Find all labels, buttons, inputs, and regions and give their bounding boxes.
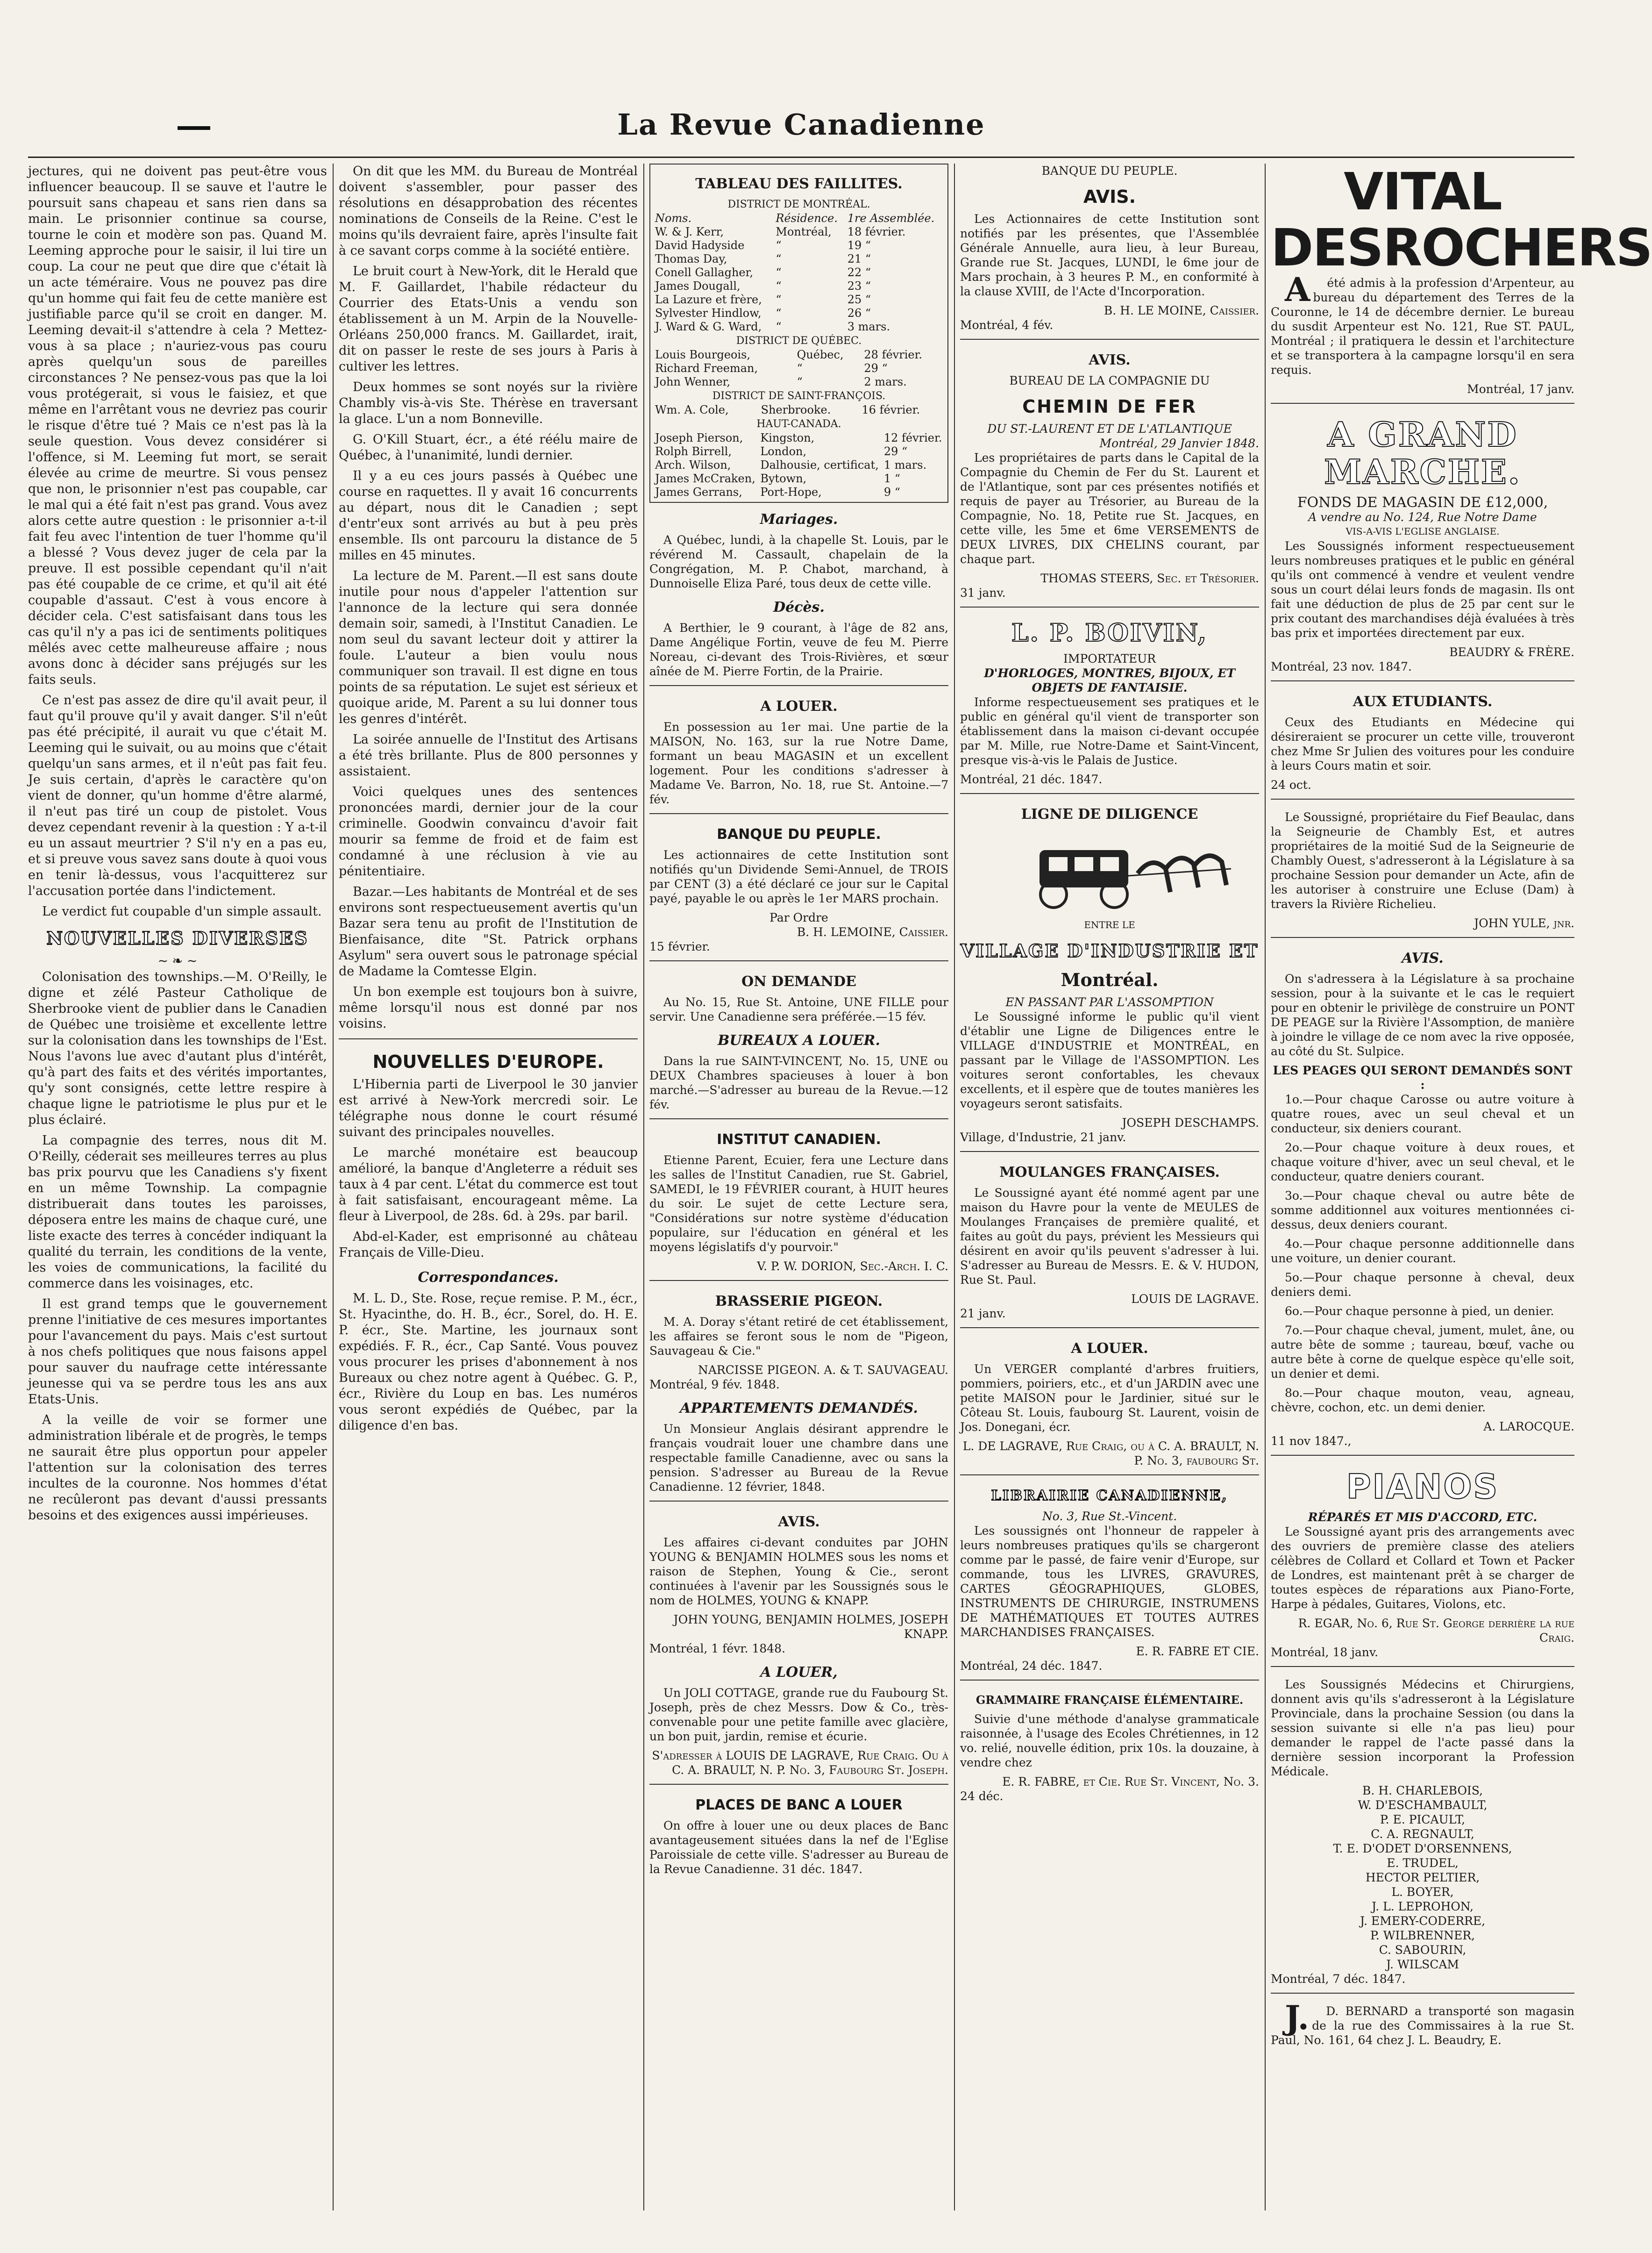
- notice-date: 31 janv.: [960, 586, 1006, 600]
- notice-date: 15 février.: [649, 940, 710, 953]
- news-item: L'Hibernia parti de Liverpool le 30 janvier est arrivé à New-York mercredi soir. Le télégraphe nous donne le court résumé suivant des principales nouvelles.: [339, 1077, 638, 1139]
- entre-label: ENTRE LE: [1084, 919, 1135, 930]
- table-row: W. & J. Kerr, Montréal, 18 février.: [655, 225, 906, 238]
- on-demande-heading: ON DEMANDE: [741, 973, 856, 990]
- newspaper-title: La Revue Canadienne: [617, 107, 985, 142]
- faillites-hautcanada-table: [653, 431, 945, 499]
- signature: JOHN YOUNG, BENJAMIN HOLMES, JOSEPH KNAPP.: [673, 1613, 948, 1641]
- news-item: Bazar.—Les habitants de Montréal et de ses environs sont respectueusement avertis qu'un Bazar sera tenu au profit de l'Institution de Bienfaisance, dite "St. Patrick orphans Asylum" sera ouvert sous le patronage spécial de Madame la Comtesse Elgin.: [339, 885, 638, 979]
- list-item: W. D'ESCHAMBAULT,: [1358, 1798, 1488, 1812]
- news-item: G. O'Kill Stuart, écr., a été réélu maire de Québec, à l'unanimité, lundi dernier.: [339, 432, 638, 463]
- notice-text: Le Soussigné ayant pris des arrangements avec des ouvriers de première classe des ateliers célèbres de Collard et Collard et Town et Packer de Londres, est maintenant prêt à se charger de toutes espèces de réparations aux Piano-Forte, Harpe à pédales, Guitares, Violons, etc.: [1271, 1525, 1574, 1611]
- par-ordre-label: Par Ordre: [769, 911, 828, 924]
- list-item: 5o.—Pour chaque personne à cheval, deux deniers demi.: [1271, 1271, 1574, 1299]
- banque-peuple-heading: BANQUE DU PEUPLE.: [717, 826, 881, 843]
- list-item: J. L. LEPROHON,: [1372, 1900, 1474, 1913]
- faillites-montreal-table: [653, 212, 945, 334]
- signature: B. H. LEMOINE, Caissier.: [797, 925, 948, 939]
- list-item: 7o.—Pour chaque cheval, jument, mulet, âne, ou autre bête de somme ; taureau, bœuf, vache ou autre bête à corne de quelque espèce qu'elle soit, un denier et demi.: [1271, 1323, 1574, 1380]
- table-row: Louis Bourgeois, Québec, 28 février.: [655, 348, 923, 361]
- table-row: Joseph Pierson, Kingston, 12 février.: [655, 431, 942, 444]
- signature: L. DE LAGRAVE, Rue Craig, ou à C. A. BRAULT, N. P. No. 3, faubourg St.: [962, 1439, 1259, 1467]
- marche-subtitle: FONDS DE MAGASIN DE £12,000,: [1297, 494, 1548, 511]
- table-row: Rolph Birrell, London, 29 “: [655, 445, 908, 458]
- boivin-heading: L. P. BOIVIN,: [1011, 619, 1208, 647]
- news-item: On dit que les MM. du Bureau de Montréal doivent s'assembler, pour passer des résolutions en désapprobation des récentes nominations de Conseils de la Reine. C'est le moins qu'ils devraient faire, après l'insulte fait à ce savant corps comme à la société entière.: [339, 164, 638, 258]
- list-item: C. A. REGNAULT,: [1371, 1827, 1474, 1841]
- notice-date: 21 janv.: [960, 1307, 1006, 1320]
- avis-heading: AVIS.: [1083, 186, 1136, 207]
- montreal-heading: Montréal.: [1061, 969, 1159, 990]
- column-1: [28, 164, 327, 2220]
- notice-date: Village, d'Industrie, 21 janv.: [960, 1130, 1126, 1144]
- column-separator: [643, 164, 644, 2210]
- signature: A. LAROCQUE.: [1483, 1420, 1574, 1433]
- ornament-divider: ~ ❧ ~: [157, 954, 198, 968]
- article-paragraph: Il est grand temps que le gouvernement prenne l'initiative de ces mesures importantes pour l'avancement du pays. Mais c'est surtout à nos chefs politiques que nous faisons appel pour sauver du naufrage cette intéressante jeunesse qui va se perdre tous les ans aux Etats-Unis.: [28, 1297, 327, 1407]
- notice-text: Le Soussigné ayant été nommé agent par une maison du Havre pour la vente de MEULES de Moulanges Françaises de première qualité, et faites au goût du pays, prévient les Messieurs qui désirent en avoir qu'ils peuvent s'adresser à lui. S'adresser au Bureau de Messrs. E. & V. HUDON, Rue St. Paul.: [960, 1186, 1259, 1287]
- list-item: T. E. D'ODET D'ORSENNENS,: [1333, 1842, 1512, 1855]
- bureaux-heading: BUREAUX A LOUER.: [718, 1032, 880, 1049]
- pianos-heading: PIANOS: [1346, 1467, 1499, 1506]
- table-row: Arch. Wilson, Dalhousie, certificat, 1 mars.: [655, 458, 927, 472]
- column-separator: [1265, 164, 1266, 2210]
- list-item: P. WILBRENNER,: [1370, 1929, 1475, 1942]
- marche-vis: VIS-A-VIS L'EGLISE ANGLAISE.: [1346, 526, 1500, 537]
- coach-window: [1049, 857, 1068, 871]
- table-row: Wm. A. Cole, Sherbrooke. 16 février.: [655, 403, 920, 416]
- header-rule: [28, 157, 1574, 158]
- banque-peuple-label: BANQUE DU PEUPLE.: [1041, 164, 1178, 178]
- table-row: John Wenner, “ 2 mars.: [655, 375, 907, 388]
- table-header: 1re Assemblée.: [847, 212, 935, 225]
- notice-text: M. A. Doray s'étant retiré de cet établissement, les affaires se feront sous le nom de "Pigeon, Sauvageau & Cie.": [649, 1315, 948, 1358]
- news-item: La lecture de M. Parent.—Il est sans doute inutile pour nous d'appeler l'attention sur l'annonce de la lecture qui sera donnée demain soir, samedi, à l'Institut Canadien. Le nom seul du savant lecteur doit y attirer la foule. L'auteur a bien voulu nous communiquer son travail. Il est digne en tous points de sa réputation. Le sujet est sérieux et quoique aride, M. Parent a su lui donner tous les genres d'intérêt.: [339, 569, 638, 726]
- faillites-heading: TABLEAU DES FAILLITES.: [695, 176, 903, 192]
- table-row: Sylvester Hindlow, “ 26 “: [655, 307, 871, 320]
- mariages-heading: Mariages.: [760, 511, 838, 528]
- nouvelles-diverses-heading: NOUVELLES DIVERSES: [46, 928, 309, 949]
- notice-text: En possession au 1er mai. Une partie de la MAISON, No. 163, sur la rue Notre Dame, formant un beau MAGASIN et un excellent logement. Pour les conditions s'adresser à Madame Ve. Barron, No. 18, rue St. Antoine.—7 fév.: [649, 720, 948, 806]
- article-paragraph: La compagnie des terres, nous dit M. O'Reilly, céderait ses meilleures terres au plus bas prix pourvu que les Canadiens s'y fixent en un même Township. La compagnie distribuerait dans toutes les paroisses, déposera entre les mains de chaque curé, une liste exacte des terres à concéder indiquant la qualité du terrain, les conditions de la vente, les voies de communications, la facilité du commerce dans les voisinages, etc.: [28, 1133, 327, 1291]
- deces-heading: Décès.: [773, 599, 825, 615]
- article-paragraph: Le verdict fut coupable d'un simple assault.: [42, 904, 322, 919]
- notice-text: Informe respectueusement ses pratiques et le public en général qu'il vient de transporter son établissement dans la maison ci-devant occupée par M. Mille, rue Notre-Dame et Saint-Vincent, presque vis-à-vis le Palais de Justice.: [960, 695, 1259, 767]
- faillites-quebec-table: [653, 348, 945, 389]
- newspaper-page: [28, 0, 1652, 2253]
- list-item: 8o.—Pour chaque mouton, veau, agneau, chèvre, cochon, etc. un demi denier.: [1271, 1386, 1574, 1414]
- column-5: [1271, 162, 1652, 2220]
- brasserie-heading: BRASSERIE PIGEON.: [715, 1293, 883, 1309]
- signature: THOMAS STEERS, Sec. et Trésorier.: [1040, 572, 1259, 585]
- avis-heading: AVIS.: [778, 1514, 820, 1530]
- moulanges-heading: MOULANGES FRANÇAISES.: [999, 1164, 1220, 1180]
- table-row: J. Ward & G. Ward, “ 3 mars.: [655, 320, 890, 333]
- news-item: Il y a eu ces jours passés à Québec une course en raquettes. Il y avait 16 concurrents au départ, nous dit le Canadien ; sept d'entr'eux sont arrivés au but à peu près ensemble. Ils ont parcouru la distance de 5 milles en 45 minutes.: [339, 469, 638, 563]
- appartements-heading: APPARTEMENTS DEMANDÉS.: [680, 1400, 918, 1416]
- notice-text: Dans la rue SAINT-VINCENT, No. 15, UNE ou DEUX Chambres spacieuses à louer à bon marché.—S'adresser au bureau de la Revue.—12 fév.: [649, 1054, 948, 1111]
- masthead-dash: [178, 126, 210, 130]
- table-row: Thomas Day, “ 21 “: [655, 252, 871, 265]
- notice-date: Montréal, 21 déc. 1847.: [960, 772, 1103, 786]
- notice-text: Ceux des Etudiants en Médecine qui désireraient se procurer un cette ville, trouveront chez Mme Sr Julien des voitures pour les conduire à leurs Cours matin et soir.: [1271, 715, 1574, 772]
- notice-date: Montréal, 18 janv.: [1271, 1645, 1378, 1659]
- column-3: [649, 164, 948, 2220]
- signature: E. R. FABRE ET CIE.: [1136, 1645, 1259, 1658]
- faillites-table-box: [649, 164, 948, 503]
- notice-text: Les propriétaires de parts dans le Capital de la Compagnie du Chemin de Fer du St. Laurent et de l'Atlantique, sont par ces présentes notifiés et requis de payer au Trésorier, au Bureau de la Compagnie, No. 18, Petite rue St. Jacques, en cette ville, les 5me et 6me VERSEMENTS de DEUX LIVRES, DIX CHELINS courant, par chaque part.: [960, 451, 1259, 566]
- coach-window: [1100, 857, 1119, 871]
- table-header: Noms.: [655, 212, 692, 225]
- notice-text: Un Monsieur Anglais désirant apprendre le français voudrait louer une chambre dans une respectable famille Canadienne, avec ou sans la pension. S'adresser au Bureau de la Revue Canadienne. 12 février, 1848.: [649, 1422, 948, 1494]
- correspondances-heading: Correspondances.: [418, 1269, 559, 1286]
- masthead: [28, 107, 1574, 142]
- notice-text: Le Soussigné, propriétaire du Fief Beaulac, dans la Seigneurie de Chambly Est, et autres propriétaires de la moitié Sud de la Seigneurie de Chambly Ouest, s'adresseront à la Législature à sa prochaine Session pour demander un Acte, afin de les autoriser à construire une Ecluse (Dam) à travers la Rivière Richelieu.: [1271, 810, 1574, 911]
- diligence-line: EN PASSANT PAR L'ASSOMPTION: [1005, 995, 1214, 1009]
- list-item: J. EMERY-CODERRE,: [1360, 1914, 1486, 1928]
- notice-text: Etienne Parent, Ecuier, fera une Lecture dans les salles de l'Institut Canadien, rue St. Gabriel, SAMEDI, le 19 FÉVRIER courant, à HUIT heures du soir. Le sujet de cette Lecture sera, "Considérations sur notre système d'éducation populaire, sur l'éducation en général et les moyens législatifs d'y pourvoir.": [649, 1153, 948, 1254]
- article-paragraph: Ce n'est pas assez de dire qu'il avait peur, il faut qu'il prouve qu'il y avait danger. S'il n'eût pas été précipité, il aurait vu que c'était M. Leeming qui le suivait, ou au moins que c'était quelqu'un sans armes, et il n'eût pas fait feu. Je suis certain, d'après le caractère qu'on vient de donner, qu'un homme d'être alarmé, il n'eut pas tiré un coup de pistolet. Vous devez cependant revenir à la question : Y a-t-il eu un assaut meurtrier ? S'il n'y en a pas eu, et si preuve vous savez sans doute à quoi vous en tenir là-dessus, vous l'acquitterez sur l'accusation portée dans l'indictement.: [28, 693, 327, 898]
- signature: JOHN YULE, jnr.: [1474, 916, 1574, 930]
- list-item: 6o.—Pour chaque personne à pied, un denier.: [1285, 1304, 1554, 1318]
- notice-text: Les actionnaires de cette Institution sont notifiés qu'un Dividende Semi-Annuel, de TROIS par CENT (3) a été déclaré ce jour sur le Capital payé, payable le ou après le 1er MARS prochain.: [649, 848, 948, 905]
- news-item: Deux hommes se sont noyés sur la rivière Chambly vis-à-vis Ste. Thérèse en traversant la glace. L'un a nom Bonneville.: [339, 380, 638, 426]
- notice-text: Au No. 15, Rue St. Antoine, UNE FILLE pour servir. Une Canadienne sera préférée.—15 fév.: [649, 995, 948, 1023]
- district-montreal-label: DISTRICT DE MONTRÉAL.: [727, 199, 870, 210]
- notice-text: Aété admis à la profession d'Arpenteur, au bureau du département des Terres de la Couronne, le 14 de décembre dernier. Le bureau du susdit Arpenteur est No. 121, Rue ST. PAUL, Montréal ; il pratiquera le dessin et l'architecture et se transportera à la campagne lorsqu'il en sera requis.: [1271, 270, 1574, 377]
- list-item: L. BOYER,: [1391, 1885, 1454, 1899]
- boivin-line: D'HORLOGES, MONTRES, BIJOUX, ET OBJETS DE FANTAISIE.: [984, 666, 1235, 694]
- medecins-list: [1271, 1783, 1574, 1972]
- librairie-heading: LIBRAIRIE CANADIENNE,: [991, 1488, 1228, 1504]
- table-row: David Hadyside “ 19 “: [655, 239, 871, 252]
- table-header: Résidence.: [776, 212, 838, 225]
- notice-text: Les Actionnaires de cette Institution sont notifiés par les présentes, que l'Assemblée Générale Annuelle, aura lieu, à leur Bureau, Grande rue St. Jacques, LUNDI, le 6me jour de Mars prochain, à 3 heures P. M., en conformité à la clause XVIII, de l'Acte d'Incorporation.: [960, 212, 1259, 298]
- vital-desrochers-heading: VITAL DESROCHERS: [1271, 162, 1652, 278]
- table-row: James McCraken, Bytown, 1 “: [655, 472, 901, 485]
- column-4: [960, 164, 1259, 2220]
- table-row: Richard Freeman, “ 29 “: [655, 362, 888, 375]
- faillites-stfrancois-table: [653, 403, 945, 417]
- grammaire-heading: GRAMMAIRE FRANÇAISE ÉLÉMENTAIRE.: [976, 1693, 1244, 1707]
- notice-text: Les Soussignés Médecins et Chirurgiens, donnent avis qu'ils s'adresseront à la Législature Provinciale, dans la prochaine Session (ou dans la session suivante si elle n'a pas lieu) pour demander le rappel de l'acte passé dans la dernière session incorporant la Profession Médicale.: [1271, 1678, 1574, 1778]
- list-item: J. WILSCAM: [1386, 1958, 1460, 1971]
- notice-date: Montréal, 17 janv.: [1467, 382, 1574, 396]
- signature: JOSEPH DESCHAMPS.: [1122, 1116, 1259, 1130]
- column-separator: [954, 164, 955, 2210]
- table-row: Conell Gallagher, “ 22 “: [655, 266, 871, 279]
- notice-text: A Berthier, le 9 courant, à l'âge de 82 ans, Dame Angélique Fortin, veuve de feu M. Pierre Noreau, ci-devant des Trois-Rivières, et sœur aînée de M. Pierre Fortin, de la Prairie.: [649, 621, 948, 678]
- table-row: James Gerrans, Port-Hope, 9 “: [655, 486, 901, 499]
- notice-date: Montréal, 24 déc. 1847.: [960, 1659, 1103, 1673]
- column-separator: [333, 164, 334, 2210]
- list-item: 3o.—Pour chaque cheval ou autre bête de somme additionnel aux voitures mentionnées ci-dessus, deux deniers courant.: [1271, 1189, 1574, 1231]
- notice-text: Un VERGER complanté d'arbres fruitiers, pommiers, poiriers, etc., et d'un JARDIN avec une petite MAISON pour le Jardinier, situé sur le Côteau St. Louis, faubourg St. Laurent, voisin de Jos. Donegani, écr.: [960, 1362, 1259, 1434]
- notice-text: Les affaires ci-devant conduites par JOHN YOUNG & BENJAMIN HOLMES sous les noms et raison de Stephen, Young & Cie., seront continuées à l'avenir par les Soussignés sous le nom de HOLMES, YOUNG & KNAPP.: [649, 1536, 948, 1607]
- list-item: 2o.—Pour chaque voiture à deux roues, et chaque voiture d'hiver, avec un seul cheval, et le conducteur, quatre deniers courant.: [1271, 1141, 1574, 1183]
- signature: E. R. FABRE, et Cie. Rue St. Vincent, No. 3.: [1002, 1775, 1259, 1788]
- village-heading: VILLAGE D'INDUSTRIE ET: [960, 940, 1259, 961]
- notice-text: Un JOLI COTTAGE, grande rue du Faubourg St. Joseph, près de chez Messrs. Dow & Co., très-convenable pour une petite famille avec glacière, un bon puit, jardin, remise et écurie.: [649, 1686, 948, 1743]
- notice-date: Montréal, 1 févr. 1848.: [649, 1642, 786, 1655]
- article-paragraph: A la veille de voir se former une administration libérale et de progrès, le temps ne saurait être plus opportun pour appeler l'attention sur la colonisation des terres incultes de la couronne. Nos hommes d'état ne recûleront pas devant d'aussi pressants besoins et des exigences aussi impérieuses.: [28, 1413, 327, 1523]
- news-item: La soirée annuelle de l'Institut des Artisans a été très brillante. Plus de 800 personnes y assistaient.: [339, 732, 638, 779]
- a-louer-heading: A LOUER.: [1071, 1340, 1148, 1357]
- boivin-subtitle: IMPORTATEUR: [1063, 652, 1156, 665]
- notice-text: On offre à louer une ou deux places de Banc avantageusement situées dans la nef de l'Eglise Paroissiale de cette ville. S'adresser au Bureau de la Revue Canadienne. 31 déc. 1847.: [649, 1819, 948, 1876]
- list-item: B. H. CHARLEBOIS,: [1362, 1784, 1483, 1797]
- pianos-subtitle: RÉPARÉS ET MIS D'ACCORD, ETC.: [1308, 1510, 1538, 1524]
- grand-marche-heading: A GRAND MARCHE.: [1324, 415, 1521, 492]
- news-item: Un bon exemple est toujours bon à suivre, même lorsqu'il nous est donné par nos voisins.: [339, 985, 638, 1031]
- places-banc-heading: PLACES DE BANC A LOUER: [695, 1797, 903, 1813]
- signature: B. H. LE MOINE, Caissier.: [1104, 304, 1259, 317]
- list-item: P. E. PICAULT,: [1380, 1813, 1466, 1826]
- notice-date: Montréal, 4 fév.: [960, 318, 1054, 332]
- news-item: Voici quelques unes des sentences prononcées mardi, dernier jour de la cour criminelle. Goodwin convaincu d'avoir fait mourir sa femme de froid et de faim est condamné à une réclusion à vie au pénitentiaire.: [339, 785, 638, 879]
- notice-text: Les Soussignés informent respectueusement leurs nombreuses pratiques et le public en général qu'ils ont commencé à vendre et veulent vendre sous un court délai leurs fonds de magasin. Ils ont fait une déduction de plus de 25 par cent sur le prix coutant des marchandises déjà évaluées à très bas prix et importées directement par eux.: [1271, 539, 1574, 640]
- librairie-address: No. 3, Rue St.-Vincent.: [1042, 1509, 1177, 1523]
- signature: S'adresser à LOUIS DE LAGRAVE, Rue Craig. Ou à C. A. BRAULT, N. P. No. 3, Faubourg St. Joseph.: [652, 1749, 948, 1777]
- notice-date: 11 nov 1847.,: [1271, 1434, 1352, 1448]
- notice-text: Le Soussigné informe le public qu'il vient d'établir une Ligne de Diligences entre le VILLAGE d'INDUSTRIE et MONTRÉAL, en passant par le Village de l'ASSOMPTION. Les voitures seront confortables, les chevaux excellents, et il espère que de toutes manières les voyageurs seront satisfaits.: [960, 1010, 1259, 1110]
- avis-heading: AVIS.: [1089, 352, 1131, 368]
- signature: NARCISSE PIGEON. A. & T. SAUVAGEAU.: [698, 1363, 948, 1377]
- avis-heading: AVIS.: [1402, 950, 1444, 966]
- a-louer-heading: A LOUER.: [760, 698, 838, 715]
- notice-date: Montréal, 23 nov. 1847.: [1271, 660, 1412, 673]
- nouvelles-europe-heading: NOUVELLES D'EUROPE.: [372, 1051, 604, 1072]
- chemin-de-fer-heading: CHEMIN DE FER: [1022, 396, 1197, 417]
- institut-heading: INSTITUT CANADIEN.: [717, 1131, 881, 1148]
- news-item: Le marché monétaire est beaucoup amélioré, la banque d'Angleterre a réduit ses taux à 4 par cent. L'état du commerce est tout à fait satisfaisant, encourageant même. La fleur à Liverpool, de 28s. 6d. à 29s. par baril.: [339, 1145, 638, 1223]
- notice-text: Suivie d'une méthode d'analyse grammaticale raisonnée, à l'usage des Ecoles Chrétiennes, in 12 vo. relié, nouvelle édition, prix 10s. la douzaine, à vendre chez: [960, 1712, 1259, 1769]
- article-paragraph: jectures, qui ne doivent pas peut-être vous influencer beaucoup. Il se sauve et l'autre le poursuit sans chapeau et sans rien dans sa main. Le prisonnier continue sa course, tourne le coin et modère son pas. Quand M. Leeming approche pour le saisir, il lui tire un coup. La cour ne peut que dire que c'était là un acte téméraire. Vous ne pouvez pas dire qu'un homme qui fait feu de cette manière est justifiable parce qu'il se croit en danger. M. Leeming devait-il s'attendre à cela ? Mettez-vous à sa place ; n'auriez-vous pas couru après quelqu'un sous de pareilles circonstances ? Ne pensez-vous pas que la loi vous protégerait, si vous le faisiez, et que même en l'arrêtant vous ne devriez pas courir le risque d'être tué ? Mais ce n'est pas là la seule question. Vous devez considérer si l'offence, si M. Leeming fut mort, se serait élevée au crime de meurtre. Si vous pensez que non, le prisonnier n'est pas coupable, car le mal qui a été fait n'est pas grand. Vous avez alors cette autre question : le prisonnier a-t-il fait feu avec l'intention de tuer l'homme qu'il a blessé ? Vous devez juger de cela par la preuve. Il est possible cependant qu'il n'ait pas été coupable de ce crime, et qu'il ait été coupable d'assaut. C'est à vous encore à décider cela. C'est satisfaisant dans tous les cas qu'il n'y a pas ici de sentiments politiques mêlés avec cette malheureuse affaire ; nous avons donc à décider sans préjugés sur les faits seuls.: [28, 164, 327, 687]
- column-2: [339, 164, 638, 2220]
- notice-text: Les soussignés ont l'honneur de rappeler à leurs nombreuses pratiques qu'ils se chargeront comme par le passé, de faire venir d'Europe, sur commande, tous les LIVRES, GRAVURES, CARTES GÉOGRAPHIQUES, GLOBES, INSTRUMENTS DE CHIRURGIE, INSTRUMENS DE MATHÉMATIQUES ET TOUTES AUTRES MARCHANDISES FRANÇAISES.: [960, 1524, 1259, 1639]
- diligence-heading: LIGNE DE DILIGENCE: [1021, 806, 1198, 823]
- peages-heading: LES PEAGES QUI SERONT DEMANDÉS SONT :: [1273, 1064, 1573, 1092]
- signature: BEAUDRY & FRÈRE.: [1449, 645, 1574, 659]
- stagecoach-illustration: [960, 831, 1259, 911]
- signature: LOUIS DE LAGRAVE.: [1131, 1292, 1259, 1306]
- etudiants-heading: AUX ETUDIANTS.: [1353, 694, 1493, 710]
- district-stfrancois-label: DISTRICT DE SAINT-FRANÇOIS.: [712, 390, 886, 402]
- notice-text: On s'adressera à la Législature à sa prochaine session, pour à la suivante et le cas le requiert pour en obtenir le privilège de construire un PONT DE PEAGE sur la Rivière l'Assomption, de manière à joindre le village de ce nom avec la rive opposée, au côté du St. Sulpice.: [1271, 972, 1574, 1058]
- article-paragraph: Colonisation des townships.—M. O'Reilly, le digne et zélé Pasteur Catholique de Sherbrooke vient de publier dans le Canadien de Québec une troisième et excellente lettre sur la colonisation dans les townships de l'Est. Nous l'avons lue avec d'autant plus d'intérêt, qu'à part des faits et des vérités importantes, qu'y sont consignés, cette lettre respire à chaque ligne le patriotisme le plus pur et le plus éclairé.: [28, 970, 327, 1127]
- notice-text: J.D. BERNARD a transporté son magasin de la rue des Commissaires à la rue St. Paul, No. 161, 64 chez J. L. Beaudry, E.: [1271, 1998, 1574, 2047]
- signature: V. P. W. DORION, Sec.-Arch. I. C.: [757, 1259, 948, 1273]
- list-item: E. TRUDEL,: [1387, 1856, 1459, 1870]
- list-item: C. SABOURIN,: [1379, 1943, 1467, 1957]
- cdf-subtitle: BUREAU DE LA COMPAGNIE DU: [1009, 374, 1210, 387]
- notice-date: 24 déc.: [960, 1789, 1004, 1803]
- news-item: Le bruit court à New-York, dit le Herald que M. F. Gaillardet, l'habile rédacteur du Courrier des Etats-Unis a vendu son établissement à un M. Arpin de la Nouvelle-Orléans 250,000 francs. M. Gaillardet, irait, dit on passer le reste de ses jours à Paris à cultiver les lettres.: [339, 264, 638, 374]
- district-quebec-label: DISTRICT DE QUÉBEC.: [736, 335, 862, 347]
- notice-text: A Québec, lundi, à la chapelle St. Louis, par le révérend M. Cassault, chapelain de la Congrégation, M. P. Chabot, marchand, à Dunnoiselle Eliza Paré, tous deux de cette ville.: [649, 533, 948, 590]
- haut-canada-label: HAUT-CANADA.: [756, 418, 841, 430]
- a-louer-heading: A LOUER,: [760, 1664, 838, 1681]
- news-item: Abd-el-Kader, est emprisonné au château Français de Ville-Dieu.: [339, 1230, 638, 1260]
- coach-window: [1075, 857, 1093, 871]
- notice-date: Montréal, 29 Janvier 1848.: [1099, 436, 1259, 450]
- signature: R. EGAR, No. 6, Rue St. George derrière la rue Craig.: [1298, 1616, 1574, 1645]
- notice-date: Montréal, 7 déc. 1847.: [1271, 1972, 1406, 1986]
- list-item: HECTOR PELTIER,: [1365, 1871, 1480, 1884]
- marche-line: A vendre au No. 124, Rue Notre Dame: [1308, 510, 1537, 524]
- cdf-line: DU ST.-LAURENT ET DE L'ATLANTIQUE: [987, 422, 1232, 436]
- notice-date: Montréal, 9 fév. 1848.: [649, 1378, 780, 1391]
- table-row: La Lazure et frère, “ 25 “: [655, 293, 871, 306]
- list-item: 4o.—Pour chaque personne additionnelle dans une voiture, un denier courant.: [1271, 1237, 1574, 1265]
- notice-date: 24 oct.: [1271, 778, 1311, 792]
- list-item: 1o.—Pour chaque Carosse ou autre voiture à quatre roues, avec un seul cheval et un conducteur, six deniers courant.: [1271, 1093, 1574, 1135]
- table-row: James Dougall, “ 23 “: [655, 279, 871, 293]
- news-item: M. L. D., Ste. Rose, reçue remise. P. M., écr., St. Hyacinthe, do. H. B., écr., Sorel, do. H. E. P. écr., Ste. Martine, les journaux sont expédiés. F. R., écr., Cap Santé. Vous pouvez vous procurer les prises d'abonnement à nos Bureaux ou chez notre agent à Québec. G. P., écr., Rivière du Loup en bas. Les numéros vous seront expédiés de Québec, par la diligence d'en bas.: [339, 1291, 638, 1433]
